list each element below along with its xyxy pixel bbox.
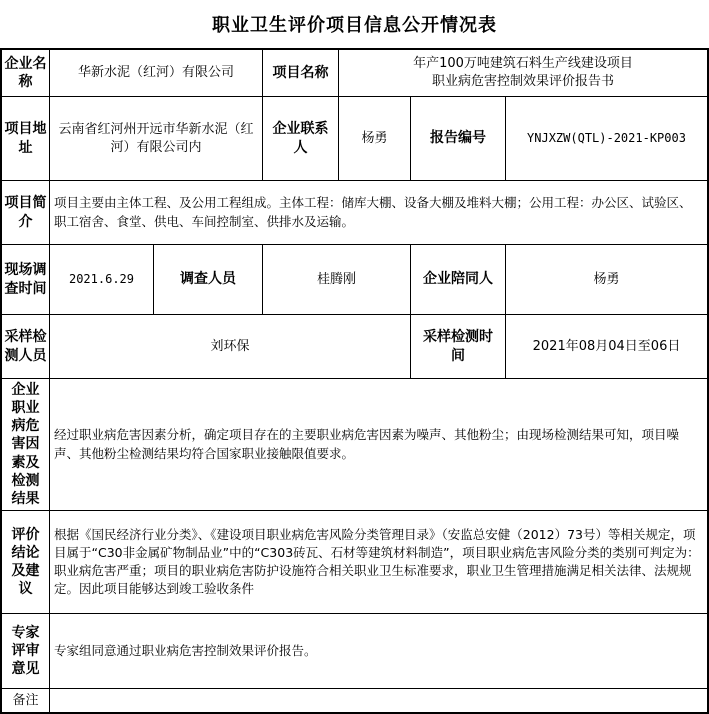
enterprise-companion-label: 企业陪同人 <box>423 271 493 288</box>
evaluation-conclusion-label: 评价结论及建议 <box>11 526 40 598</box>
remark-value <box>50 689 707 712</box>
project-name-label: 项目名称 <box>272 64 329 81</box>
hazard-factors-label: 企业职业病危害因素及检测结果 <box>11 381 40 507</box>
sampling-staff-value: 刘环保 <box>210 338 250 354</box>
project-address-value: 云南省红河州开远市华新水泥（红河）有限公司内 <box>58 121 254 155</box>
project-address-label: 项目地址 <box>4 121 47 156</box>
sampling-time-label: 采样检测时间 <box>423 329 493 364</box>
project-intro-value: 项目主要由主体工程、及公用工程组成。主体工程：储库大棚、设备大棚及堆料大棚；公用工程：办公区、试验区、职工宿舍、食堂、供电、车间控制室、供排水及运输。 <box>54 195 692 229</box>
expert-review-label: 专家评审意见 <box>11 624 40 678</box>
evaluation-conclusion-value: 根据《国民经济行业分类》、《建设项目职业病危害风险分类管理目录》（安监总安健（2012）73号）等相关规定，项目属于“C30非金属矿物制品业”中的“C303砖瓦、石材等建筑材料制造”，项目职业病危害风险分类的类别可判定为：职业病危害严重；项目的职业病危害防护设施符合相关职业卫生标准要求，职业卫生管理措施满足相关法律、法规规定。因此项目能够达到竣工验收条件 <box>54 526 700 597</box>
sampling-staff-label: 采样检测人员 <box>4 329 47 364</box>
enterprise-companion-value: 杨勇 <box>593 271 620 287</box>
page-title: 职业卫生评价项目信息公开情况表 <box>212 15 497 36</box>
remark-label: 备注 <box>12 692 39 708</box>
enterprise-contact-label: 企业联系人 <box>272 121 329 156</box>
project-intro-label: 项目简介 <box>4 195 47 230</box>
report-number-label: 报告编号 <box>430 130 486 147</box>
enterprise-contact-value: 杨勇 <box>361 130 388 146</box>
report-number-value: YNJXZW(QTL)-2021-KP003 <box>527 131 686 146</box>
project-name-value: 年产100万吨建筑石料生产线建设项目职业病危害控制效果评价报告书 <box>413 56 633 89</box>
sampling-time-value: 2021年08月04日至06日 <box>532 338 681 354</box>
company-name-value: 华新水泥（红河）有限公司 <box>77 65 234 81</box>
investigator-label: 调查人员 <box>180 271 236 288</box>
company-name-label: 企业名称 <box>4 55 47 90</box>
survey-time-label: 现场调查时间 <box>4 262 47 297</box>
survey-time-value: 2021.6.29 <box>68 272 135 287</box>
hazard-factors-value: 经过职业病危害因素分析，确定项目存在的主要职业病危害因素为噪声、其他粉尘；由现场检测结果可知，项目噪声、其他粉尘检测结果均符合国家职业接触限值要求。 <box>54 427 680 461</box>
investigator-value: 桂腾刚 <box>316 271 356 287</box>
expert-review-value: 专家组同意通过职业病危害控制效果评价报告。 <box>54 642 317 658</box>
